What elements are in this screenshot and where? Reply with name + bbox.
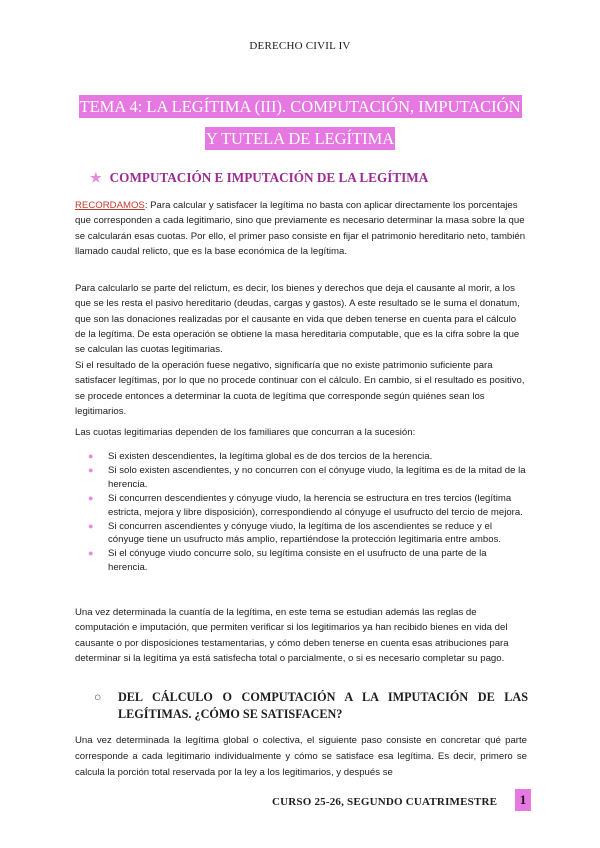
bullet-icon: ● bbox=[88, 464, 94, 475]
list-item-text: Si concurren ascendientes y cónyuge viudo, la legítima de los ascendientes se reduce y el cónyuge tiene un usufructo más amplio, repartiéndose la protección legitimaria entre ambos. bbox=[108, 520, 502, 546]
list-item-text: Si existen descendientes, la legítima global es de dos tercios de la herencia. bbox=[108, 451, 433, 462]
subheading bbox=[94, 689, 528, 723]
paragraph-resultado: Si el resultado de la operación fuese negativo, significaría que no existe patrimonio suficiente para satisfacer legítimas, por lo que no procede continuar con el cálculo. En cambio, si el resultado es positivo, se procede entonces a determinar la cuota de legítima que corresponde según quiénes sean los legitimarios. bbox=[75, 360, 525, 417]
list-item bbox=[88, 547, 528, 575]
bullet-icon: ● bbox=[88, 492, 94, 503]
footer-course: CURSO 25-26, SEGUNDO CUATRIMESTRE bbox=[272, 796, 498, 808]
page-number: 1 bbox=[515, 789, 531, 811]
star-icon: ★ bbox=[90, 170, 102, 185]
page-title bbox=[70, 91, 530, 155]
running-header: DERECHO CIVIL IV bbox=[249, 40, 351, 52]
bullet-icon: ● bbox=[88, 548, 94, 559]
list-item-text: Si el cónyuge viudo concurre solo, su legítima consiste en el usufructo de una parte de la herencia. bbox=[108, 548, 487, 574]
list-item bbox=[88, 492, 528, 520]
legitima-list bbox=[88, 450, 528, 575]
bullet-icon: ● bbox=[88, 451, 94, 461]
list-item-text: Si solo existen ascendientes, y no concurren con el cónyuge viudo, la legítima es de la mitad de la herencia. bbox=[108, 464, 526, 490]
paragraph-cuotas-intro: Las cuotas legitimarias dependen de los familiares que concurran a la sucesión: bbox=[75, 427, 416, 438]
paragraph-calculo: Para calcularlo se parte del relictum, es decir, los bienes y derechos que deja el causante al morir, a los que se les resta el pasivo hereditario (deudas, cargas y gastos). A este resultado se le suma el donatum, que son las donaciones realizadas por el causante en vida que deben tenerse en cuenta para el cálculo de la legítima. De esta operación se obtiene la masa hereditaria computable, que es la cifra sobre la que se calculan las cuotas legitimarias. bbox=[75, 283, 520, 356]
paragraph-reglas: Una vez determinada la cuantía de la legítima, en este tema se estudian además las reglas de computación e imputación, que permiten verificar si los legitimarios ya han recibido bienes en vida del causante o por disposiciones testamentarias, y cómo deben tenerse en cuenta esas atribuciones para determinar si la legítima ya está satisfecha total o parcialmente, o si es necesario completar su pago. bbox=[75, 607, 509, 664]
title-line-1: TEMA 4: LA LEGÍTIMA (III). COMPUTACIÓN, IMPUTACIÓN bbox=[79, 97, 521, 116]
bullet-icon: ● bbox=[88, 520, 94, 531]
subheading-text: DEL CÁLCULO O COMPUTACIÓN A LA IMPUTACIÓN DE LAS LEGÍTIMAS. ¿CÓMO SE SATISFACEN? bbox=[118, 690, 528, 721]
paragraph-recordamos-text: : Para calcular y satisfacer la legítima no basta con aplicar directamente los porcentajes que corresponden a cada legitimario, sino que previamente es necesario determinar la masa sobre la que se calcularán esas cuotas. Por ello, el primer paso consiste en fijar el patrimonio hereditario neto, también llamado caudal relicto, que es la base económica de la legítima. bbox=[75, 200, 526, 257]
paragraph-legitima-global: Una vez determinada la legítima global o colectiva, el siguiente paso consiste en concretar qué parte corresponde a cada legitimario individualmente y cómo se satisface esa legítima. Es decir, primero se calcula la porción total reservada por la ley a los legitimarios, y después se bbox=[75, 735, 527, 778]
list-item bbox=[88, 520, 528, 548]
list-item bbox=[88, 450, 528, 464]
section-heading bbox=[90, 170, 540, 186]
list-item bbox=[88, 464, 528, 492]
paragraph-recordamos bbox=[75, 198, 527, 259]
section-heading-text: COMPUTACIÓN E IMPUTACIÓN DE LA LEGÍTIMA bbox=[109, 170, 429, 185]
list-item-text: Si concurren descendientes y cónyuge viudo, la herencia se estructura en tres tercios (legítima estricta, mejora y libre disposición), correspondiendo al cónyuge el usufructo del tercio de mejora. bbox=[108, 492, 523, 518]
circle-bullet-icon: ○ bbox=[94, 690, 102, 704]
title-line-2: Y TUTELA DE LEGÍTIMA bbox=[205, 129, 395, 148]
recordamos-label: RECORDAMOS bbox=[75, 200, 145, 211]
